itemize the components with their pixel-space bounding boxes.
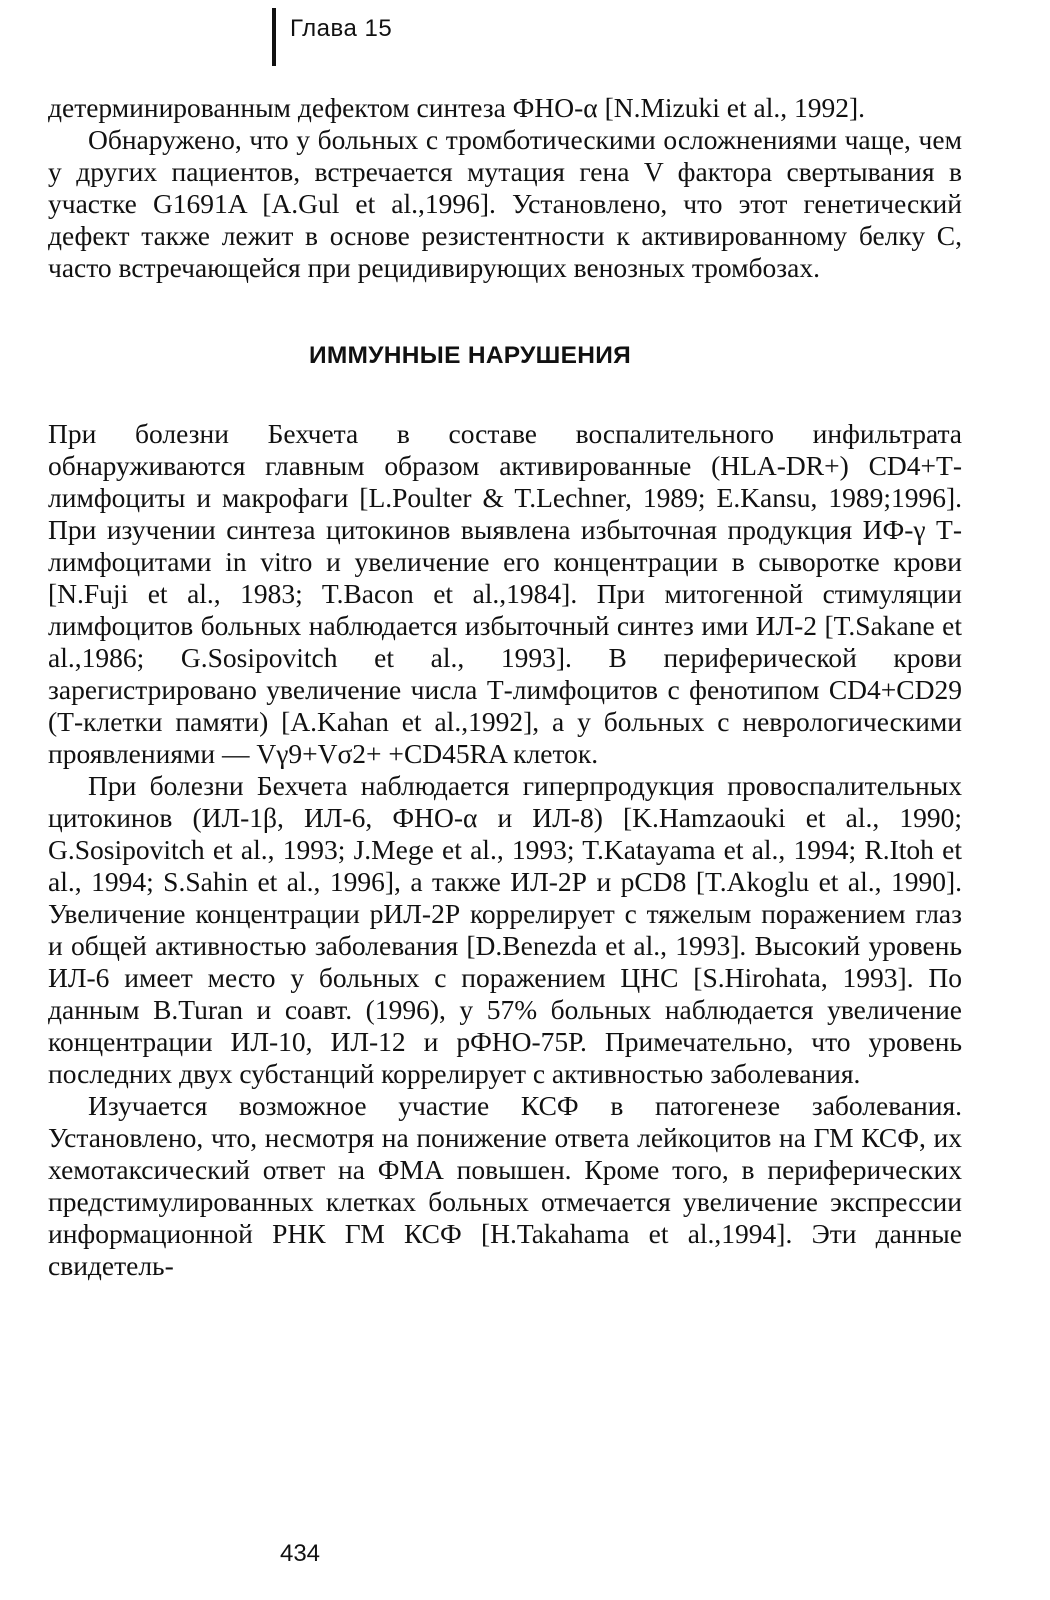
page-number: 434 [279,1540,321,1567]
paragraph-csf: Изучается возможное участие КСФ в патогенезе заболевания. Установлено, что, несмотря на понижение ответа лейкоцитов на ГМ КСФ, их хемотаксический ответ на ФМА повышен. Кроме того, в периферических предстимулированных клетках больных отмечается увеличение экспрессии информационной РНК ГМ КСФ [H.Takahama et al.,1994]. Эти данные свидетель- [48,1090,962,1281]
paragraph-infiltrate: При болезни Бехчета в составе воспалительного инфильтрата обнаруживаются главным образом активированные (HLA-DR+) CD4+Т-лимфоциты и макрофаги [L.Poulter & T.Lechner, 1989; E.Kansu, 1989;1996]. При изучении синтеза цитокинов выявлена избыточная продукция ИФ-γ Т-лимфоцитами in vitro и увеличение его концентрации в сыворотке крови [N.Fuji et al., 1983; T.Bacon et al.,1984]. При митогенной стимуляции лимфоцитов больных наблюдается избыточный синтез ими ИЛ-2 [T.Sakane et al.,1986; G.Sosipovitch et al., 1993]. В периферической крови зарегистрировано увеличение числа Т-лимфоцитов с фенотипом CD4+CD29 (Т-клетки памяти) [A.Kahan et al.,1992], а у больных с неврологическими проявлениями — Vγ9+Vσ2+ +CD45RA клеток. [48,418,962,769]
paragraph-thrombosis: Обнаружено, что у больных с тромботическими осложнениями чаще, чем у других пациентов, встречается мутация гена V фактора свертывания в участке G1691A [A.Gul et al.,1996]. Установлено, что этот генетический дефект также лежит в основе резистентности к активированному белку С, часто встречающейся при рецидивирующих венозных тромбозах. [48,124,962,283]
header-rule [272,8,276,66]
paragraph-continuation: детерминированным дефектом синтеза ФНО-α [N.Mizuki et al., 1992]. [48,92,865,123]
running-header [272,8,392,66]
paragraph-cytokines: При болезни Бехчета наблюдается гиперпродукция провоспалительных цитокинов (ИЛ-1β, ИЛ-6, ФНО-α и ИЛ-8) [K.Hamzaouki et al., 1990; G.Sosipovitch et al., 1993; J.Mege et al., 1993; T.Katayama et al., 1994; R.Itoh et al., 1994; S.Sahin et al., 1996], а также ИЛ-2Р и рCD8 [T.Akoglu et al., 1990]. Увеличение концентрации рИЛ-2Р коррелирует с тяжелым поражением глаз и общей активностью заболевания [D.Benezda et al., 1993]. Высокий уровень ИЛ-6 имеет место у больных с поражением ЦНС [S.Hirohata, 1993]. По данным B.Turan и соавт. (1996), у 57% больных наблюдается увеличение концентрации ИЛ-10, ИЛ-12 и рФНО-75Р. Примечательно, что уровень последних двух субстанций коррелирует с активностью заболевания. [48,770,962,1089]
section-heading: ИММУННЫЕ НАРУШЕНИЯ [308,342,632,369]
page-body [48,92,962,1282]
chapter-title: Глава 15 [290,15,393,42]
